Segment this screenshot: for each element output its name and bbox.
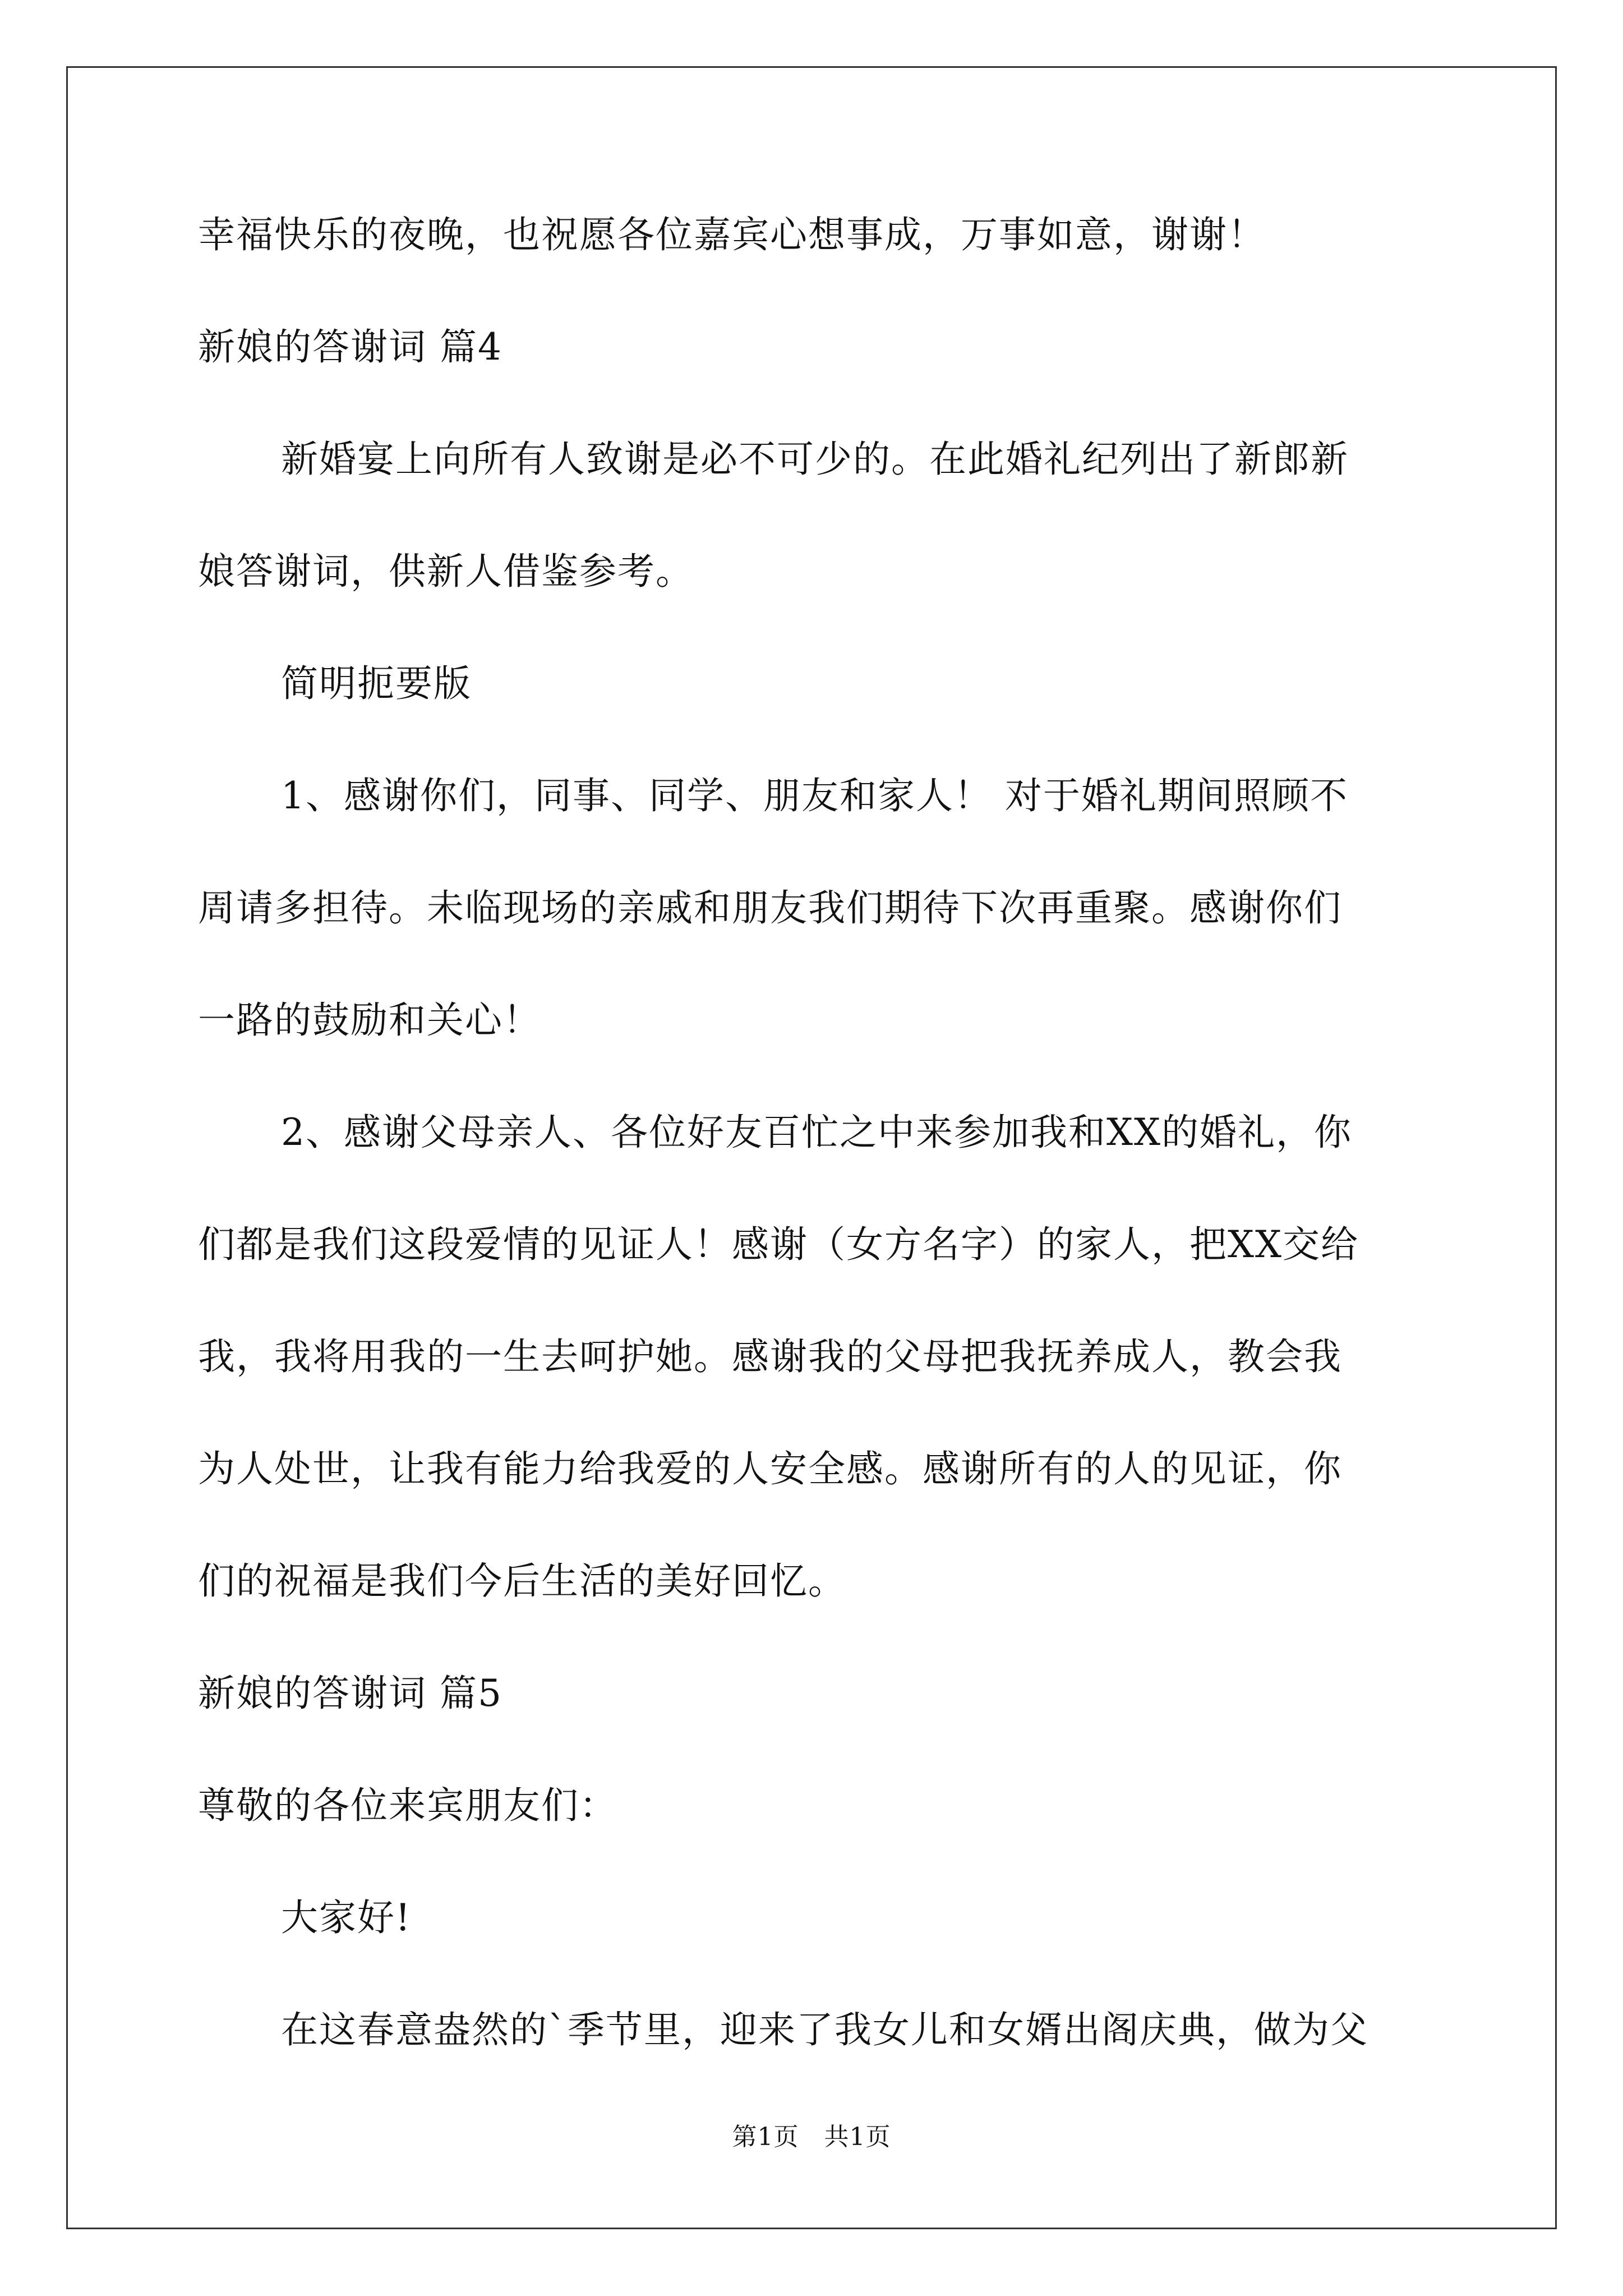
body-line: 在这春意盎然的`季节里，迎来了我女儿和女婿出阁庆典，做为父 bbox=[281, 2008, 1368, 2051]
body-line: 我，我将用我的一生去呵护她。感谢我的父母把我抚养成人，教会我 bbox=[198, 1335, 1342, 1378]
body-line: 娘答谢词，供新人借鉴参考。 bbox=[198, 550, 694, 593]
body-line: 大家好! bbox=[281, 1896, 412, 1939]
body-line: 幸福快乐的夜晚，也祝愿各位嘉宾心想事成，万事如意，谢谢！ bbox=[198, 213, 1266, 256]
body-line: 新婚宴上向所有人致谢是必不可少的。在此婚礼纪列出了新郎新 bbox=[281, 438, 1349, 481]
body-line: 2、感谢父母亲人、各位好友百忙之中来参加我和XX的婚礼，你 bbox=[281, 1111, 1352, 1154]
section-heading: 新娘的答谢词 篇4 bbox=[198, 325, 502, 369]
body-line: 们的祝福是我们今后生活的美好回忆。 bbox=[198, 1559, 846, 1603]
body-line: 尊敬的各位来宾朋友们： bbox=[198, 1784, 617, 1827]
section-heading: 新娘的答谢词 篇5 bbox=[198, 1672, 502, 1715]
subheading: 简明扼要版 bbox=[281, 662, 472, 705]
page-number: 第1页 共1页 bbox=[732, 2123, 891, 2151]
body-line: 们都是我们这段爱情的见证人！感谢（女方名字）的家人，把XX交给 bbox=[198, 1223, 1359, 1266]
body-line: 一路的鼓励和关心！ bbox=[198, 999, 541, 1042]
document-body bbox=[198, 213, 1432, 2051]
body-line: 1、感谢你们，同事、同学、朋友和家人！ 对于婚礼期间照顾不 bbox=[281, 774, 1348, 817]
body-line: 为人处世，让我有能力给我爱的人安全感。感谢所有的人的见证，你 bbox=[198, 1447, 1342, 1490]
body-line: 周请多担待。未临现场的亲戚和朋友我们期待下次再重聚。感谢你们 bbox=[198, 886, 1342, 930]
